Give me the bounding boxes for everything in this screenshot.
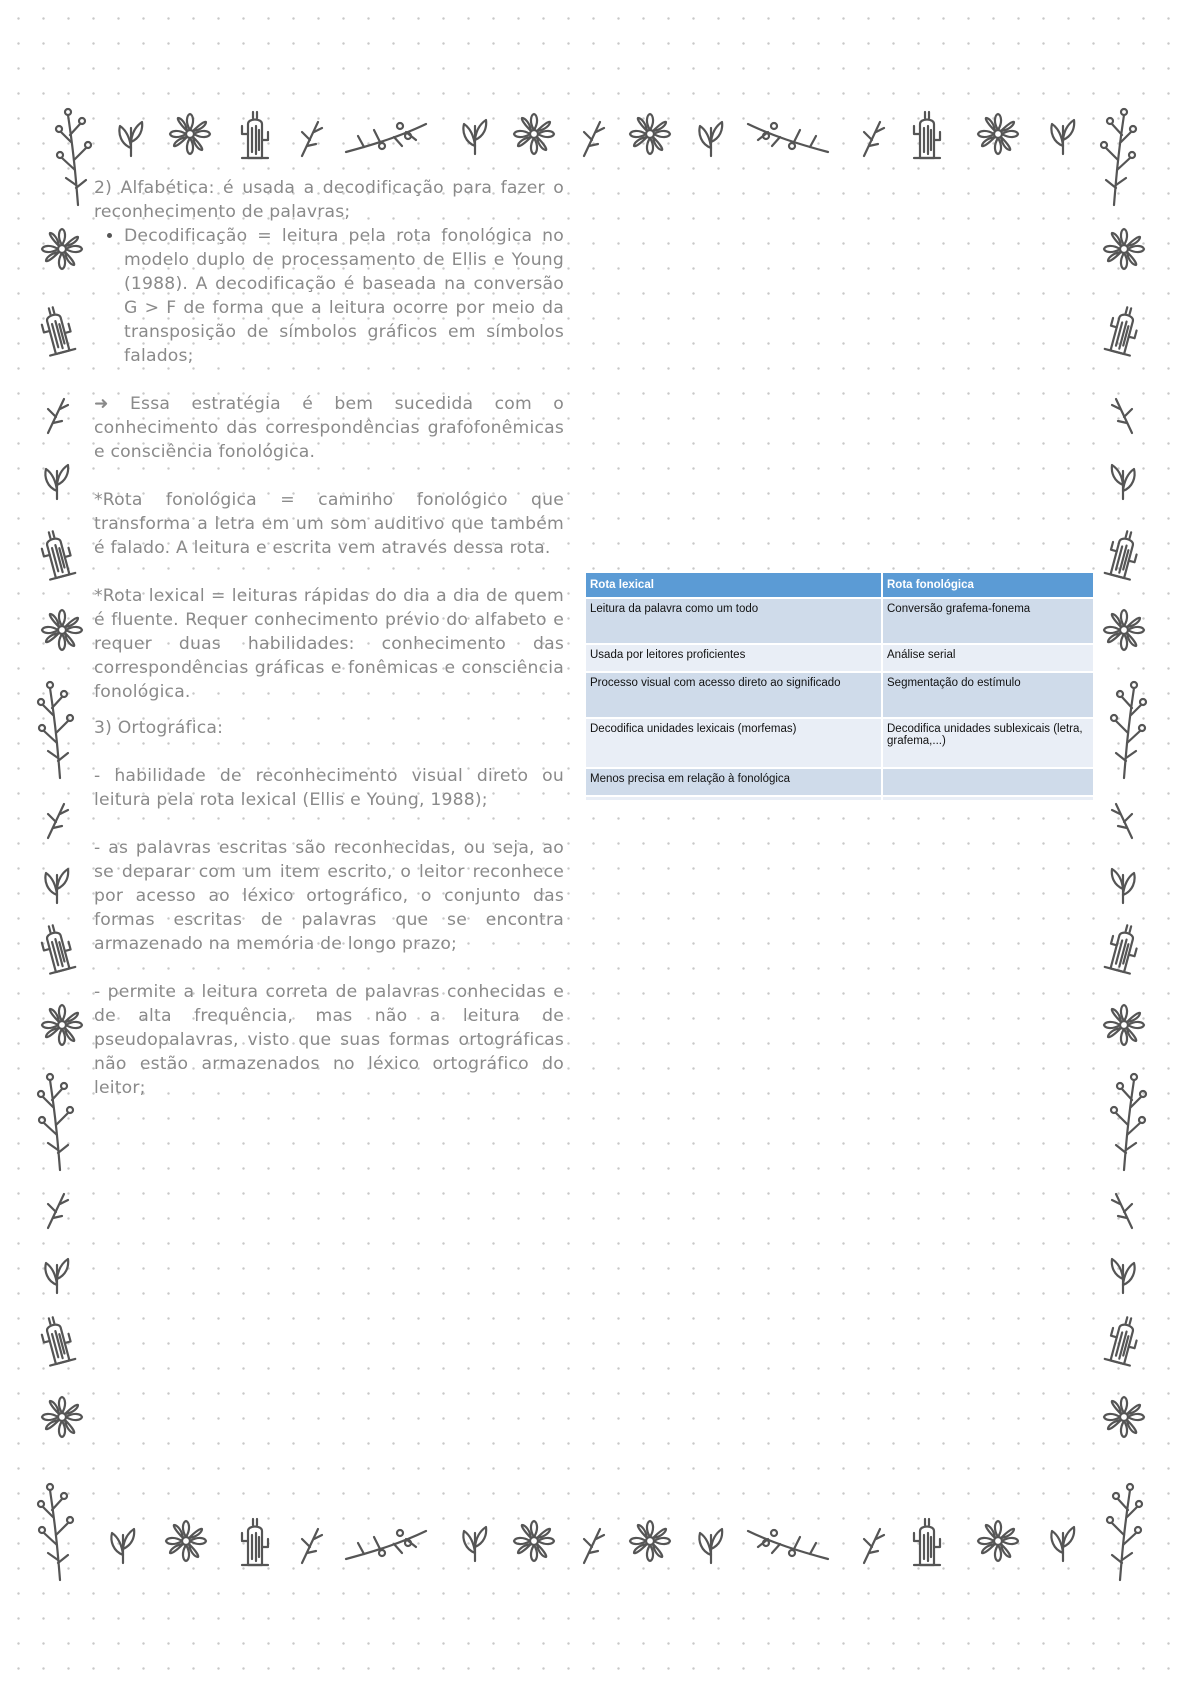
leaf-sprig-icon	[696, 118, 726, 158]
flower-icon	[1104, 1397, 1146, 1439]
flower-icon	[42, 1397, 84, 1439]
flower-icon	[978, 1521, 1020, 1563]
estrategia-paragraph: ➜ Essa estratégia é bem sucedida com o conhecimento das correspondências grafofonêmicas e consciência fonológica.	[94, 394, 564, 462]
twig-icon	[580, 1525, 606, 1565]
cactus-icon	[1108, 531, 1138, 579]
leaf-sprig-icon	[460, 116, 490, 156]
twig-icon	[44, 395, 70, 435]
flower-icon	[514, 1521, 556, 1563]
cactus-icon	[912, 1519, 942, 1567]
leaf-sprig-icon	[1108, 461, 1138, 501]
flower-icon	[514, 114, 556, 156]
long-branch-icon	[746, 1527, 828, 1563]
leaf-sprig-icon	[42, 1255, 72, 1295]
branch-icon	[1098, 110, 1134, 210]
routes-comparison-table	[586, 573, 1095, 800]
flower-icon	[1104, 610, 1146, 652]
table-row	[586, 644, 1094, 672]
leaf-sprig-icon	[116, 118, 146, 158]
cactus-icon	[1108, 1317, 1138, 1365]
flower-icon	[630, 114, 672, 156]
heading-ortografica: 3) Ortográfica:	[94, 718, 224, 738]
branch-icon	[1104, 1485, 1140, 1585]
flower-icon	[630, 1521, 672, 1563]
leaf-sprig-icon	[108, 1525, 138, 1565]
bullet-list	[94, 224, 564, 368]
table-cell: Decodifica unidades lexicais (morfemas)	[586, 718, 882, 768]
twig-icon	[298, 1525, 324, 1565]
twig-icon	[860, 118, 886, 158]
leaf-sprig-icon	[1048, 116, 1078, 156]
flower-icon	[42, 1005, 84, 1047]
flower-icon	[42, 610, 84, 652]
ortografica-item-2: - as palavras escritas são reconhecidas, ou seja, ao se deparar com um item escrito, o leitor reconhece por acesso ao léxico ortográfico, o conjunto das formas escritas de palavras que se encontra armazenado na memória de longo prazo;	[94, 838, 564, 954]
flower-icon	[166, 1521, 208, 1563]
cactus-icon	[42, 1317, 72, 1365]
table-row-tail	[586, 796, 1094, 800]
table-cell: Leitura da palavra como um todo	[586, 598, 882, 644]
table-cell: Decodifica unidades sublexicais (letra, grafema,...)	[882, 718, 1094, 768]
table-cell: Segmentação do estímulo	[882, 672, 1094, 718]
table-cell: Menos precisa em relação à fonológica	[586, 768, 882, 796]
bottom-border	[40, 1485, 1140, 1575]
cactus-icon	[912, 112, 942, 160]
cactus-icon	[240, 112, 270, 160]
ortografica-item-1: - habilidade de reconhecimento visual direto ou leitura pela rota lexical (Ellis e Young, 1988);	[94, 766, 564, 810]
leaf-sprig-icon	[1108, 1255, 1138, 1295]
branch-icon	[58, 110, 94, 210]
twig-icon	[860, 1525, 886, 1565]
table-cell	[882, 768, 1094, 796]
table-cell: Processo visual com acesso direto ao significado	[586, 672, 882, 718]
table-row	[586, 598, 1094, 644]
cactus-icon	[42, 307, 72, 355]
twig-icon	[1110, 800, 1136, 840]
branch-icon	[1108, 1075, 1144, 1175]
leaf-sprig-icon	[42, 865, 72, 905]
twig-icon	[298, 118, 324, 158]
heading-alfabetica: 2) Alfabética: é usada a decodificação para fazer o reconhecimento de palavras;	[94, 178, 564, 222]
branch-icon	[40, 683, 76, 783]
table-cell: Conversão grafema-fonema	[882, 598, 1094, 644]
long-branch-icon	[346, 120, 428, 156]
table-row	[586, 768, 1094, 796]
long-branch-icon	[746, 120, 828, 156]
flower-icon	[42, 229, 84, 271]
notes-text-column	[94, 176, 564, 1100]
cactus-icon	[42, 925, 72, 973]
twig-icon	[1110, 395, 1136, 435]
leaf-sprig-icon	[696, 1525, 726, 1565]
cactus-icon	[1108, 925, 1138, 973]
leaf-sprig-icon	[42, 461, 72, 501]
leaf-sprig-icon	[460, 1523, 490, 1563]
flower-icon	[170, 114, 212, 156]
cactus-icon	[240, 1519, 270, 1567]
cactus-icon	[42, 531, 72, 579]
leaf-sprig-icon	[1048, 1523, 1078, 1563]
branch-icon	[40, 1075, 76, 1175]
twig-icon	[1110, 1190, 1136, 1230]
table-row	[586, 718, 1094, 768]
rota-fonologica-paragraph: *Rota fonológica = caminho fonológico que transforma a letra em um som auditivo que também é falado. A leitura e escrita vem através dessa rota.	[94, 490, 564, 558]
branch-icon	[40, 1485, 76, 1585]
flower-icon	[1104, 229, 1146, 271]
table-header-fonologica: Rota fonológica	[882, 573, 1094, 598]
rota-lexical-paragraph: *Rota lexical = leituras rápidas do dia a dia de quem é fluente. Requer conhecimento prévio do alfabeto e requer duas habilidades: conhecimento das correspondências gráficas e fonêmicas e consciência fonológica.	[94, 586, 564, 702]
flower-icon	[978, 114, 1020, 156]
long-branch-icon	[346, 1527, 428, 1563]
twig-icon	[44, 800, 70, 840]
table-row	[586, 672, 1094, 718]
flower-icon	[1104, 1005, 1146, 1047]
leaf-sprig-icon	[1108, 865, 1138, 905]
bullet-decodificacao: • Decodificação = leitura pela rota fonológica no modelo duplo de processamento de Ellis e Young (1988). A decodificação é baseada na conversão G > F de forma que a leitura ocorre por meio da transposição de símbolos gráficos em símbolos falados;	[124, 224, 564, 368]
ortografica-item-3: - permite a leitura correta de palavras conhecidas e de alta frequência, mas não a leitura de pseudopalavras, visto que suas formas ortográficas não estão armazenados no léxico ortográfico do leitor;	[94, 982, 564, 1098]
twig-icon	[580, 118, 606, 158]
right-border	[1100, 225, 1180, 1495]
table-cell: Análise serial	[882, 644, 1094, 672]
table-header-row	[586, 573, 1094, 598]
table-cell: Usada por leitores proficientes	[586, 644, 882, 672]
table-header-lexical: Rota lexical	[586, 573, 882, 598]
branch-icon	[1108, 683, 1144, 783]
cactus-icon	[1108, 307, 1138, 355]
twig-icon	[44, 1190, 70, 1230]
